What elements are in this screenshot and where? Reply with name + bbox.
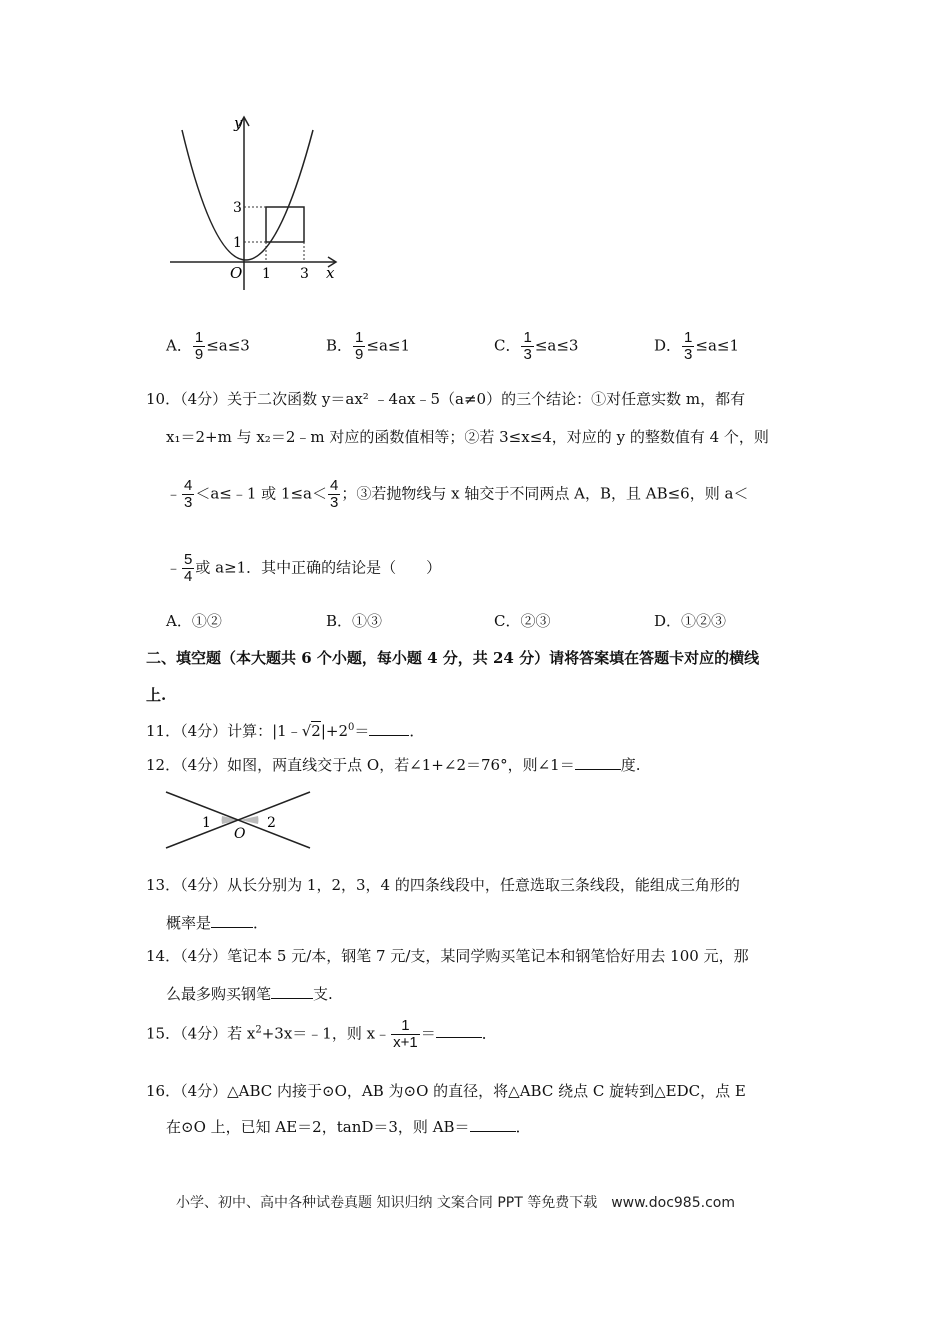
- angle-label-1: 1: [202, 815, 211, 831]
- q16-line2: 在⊙O 上，已知 AE＝2，tanD＝3，则 AB＝ ．: [166, 1118, 531, 1136]
- square: [266, 207, 304, 242]
- answer-blank[interactable]: [470, 1117, 516, 1132]
- section2-heading: 二、填空题（本大题共 6 个小题，每小题 4 分，共 24 分）请将答案填在答题卡对应的横线: [146, 649, 760, 667]
- origin-label: O: [234, 826, 246, 842]
- y-axis-label: y: [234, 114, 243, 132]
- q11: 11．（4分）计算：$|1﹣√2|+2^0=$ ．: [146, 722, 425, 740]
- q13-line1: 13．（4分）从长分别为 1，2，3，4 的四条线段中，任意选取三条线段，能组成三角形的: [146, 876, 740, 894]
- q13-line2: 概率是 ．: [166, 914, 269, 932]
- q9-option-c: C． $\frac{1}{3}$ ≤a≤3: [494, 329, 579, 363]
- section2-heading-cont: 上.: [146, 686, 167, 704]
- q14-line1: 14．（4分）笔记本 5 元/本，钢笔 7 元/支，某同学购买笔记本和钢笔恰好用去 100 元，那: [146, 947, 749, 965]
- q9-option-b: B． $\frac{1}{9}$ ≤a≤1: [326, 329, 410, 363]
- q10-line2: x₁＝2+m 与 x₂＝2﹣m 对应的函数值相等；②若 3≤x≤4，对应的 y 的整数值有 4 个，则: [166, 428, 769, 446]
- answer-blank[interactable]: [271, 984, 313, 999]
- tick-x1: 1: [262, 266, 271, 282]
- angle-label-2: 2: [267, 815, 276, 831]
- x-axis-label: x: [326, 264, 335, 282]
- q10-line4: ﹣ $\frac{5}{4}$ 或 a≥1．其中正确的结论是（ ）: [166, 551, 442, 585]
- q15: 15．（4分）若 $x^2+3x=﹣1$，则 x﹣ $\frac{1}{x+1}$ ＝ ．: [146, 1017, 497, 1051]
- page-footer: 小学、初中、高中各种试卷真题 知识归纳 文案合同 PPT 等免费下载 www.doc985.com: [176, 1195, 735, 1211]
- q10-option-b: B．①③: [326, 612, 383, 630]
- q10-option-a: A．①②: [166, 612, 222, 630]
- q9-option-a: A． $\frac{1}{9}$ ≤a≤3: [166, 329, 250, 363]
- q9-option-d: D． $\frac{1}{3}$ ≤a≤1: [654, 329, 739, 363]
- angle-arc-2: [240, 816, 258, 824]
- parabola-graph: [160, 110, 360, 295]
- answer-blank[interactable]: [436, 1023, 482, 1038]
- q10-line1: 10．（4分）关于二次函数 y＝ax² ﹣4ax﹣5（a≠0）的三个结论：①对任意实数 m，都有: [146, 390, 746, 408]
- answer-blank[interactable]: [369, 721, 409, 736]
- q10-option-d: D．①②③: [654, 612, 727, 630]
- answer-blank[interactable]: [211, 913, 253, 928]
- q16-line1: 16．（4分）△ABC 内接于⊙O，AB 为⊙O 的直径，将△ABC 绕点 C 旋转到△EDC，点 E: [146, 1082, 746, 1100]
- intersecting-lines-graph: [160, 786, 320, 852]
- parabola-curve: [182, 130, 313, 260]
- q14-line2: 么最多购买钢笔 支.: [166, 985, 333, 1003]
- origin-label: O: [230, 264, 243, 282]
- sqrt-symbol: √: [301, 722, 312, 740]
- answer-blank[interactable]: [575, 755, 621, 770]
- tick-x3: 3: [300, 266, 309, 282]
- q10-line3: ﹣ $\frac{4}{3}$ ＜a≤﹣1 或 1≤a＜ $\frac{4}{3}$ ；③若抛物线与 x 轴交于不同两点 A，B，且 AB≤6，则 a＜: [166, 477, 749, 511]
- q10-option-c: C．②③: [494, 612, 551, 630]
- tick-y3: 3: [233, 200, 242, 216]
- tick-y1: 1: [233, 235, 242, 251]
- q12: 12．（4分）如图，两直线交于点 O，若∠1+∠2＝76°，则∠1＝ 度.: [146, 756, 641, 774]
